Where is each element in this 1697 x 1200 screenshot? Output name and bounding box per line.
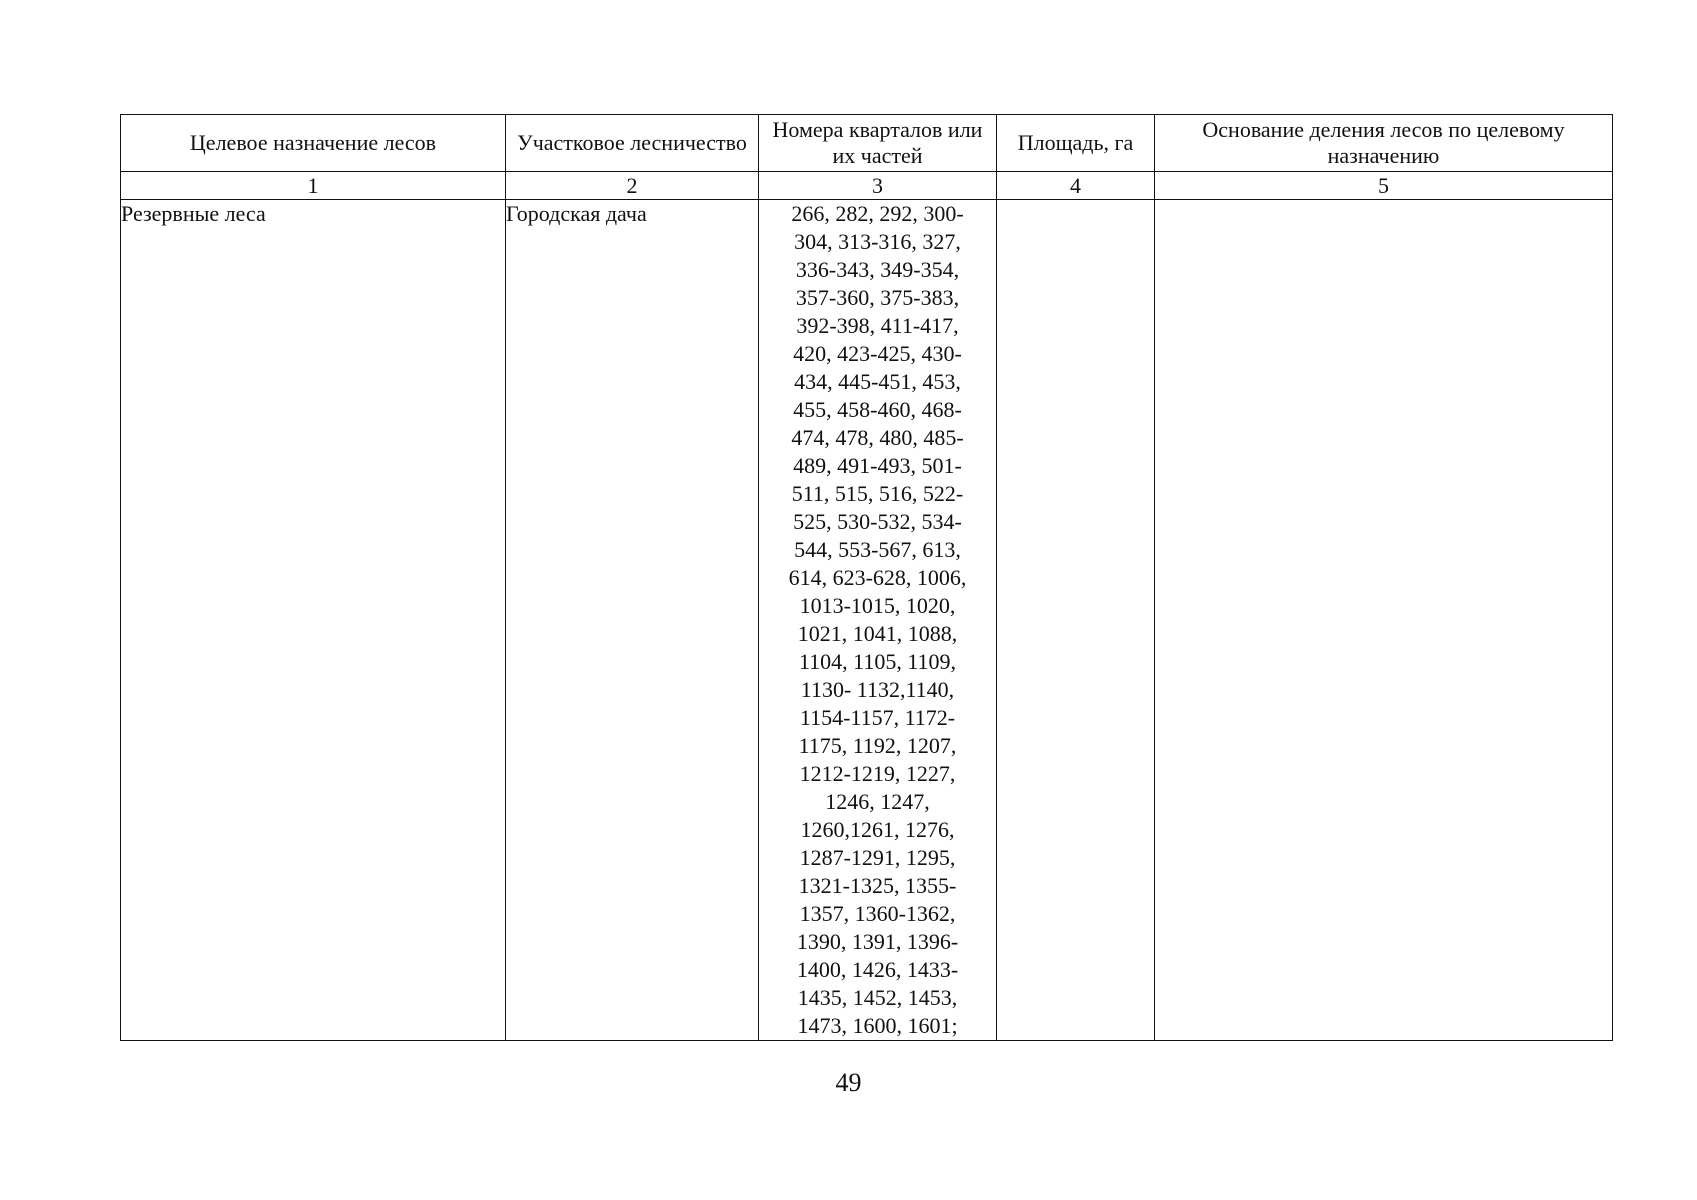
cell-forestry: Городская дача xyxy=(506,200,759,1041)
quarters-line: 1013-1015, 1020, xyxy=(799,593,956,618)
quarters-line: 434, 445-451, 453, xyxy=(794,369,961,394)
quarters-line: 1287-1291, 1295, xyxy=(799,845,956,870)
quarters-line: 1246, 1247, xyxy=(825,789,930,814)
column-number-5: 5 xyxy=(1155,172,1613,200)
column-number-1: 1 xyxy=(121,172,506,200)
quarters-line: 511, 515, 516, 522- xyxy=(791,481,964,506)
quarters-line: 1021, 1041, 1088, xyxy=(797,621,958,646)
cell-quarters xyxy=(759,200,997,1041)
table-header-row xyxy=(121,115,1613,172)
quarters-line: 336-343, 349-354, xyxy=(795,257,960,282)
quarters-line: 474, 478, 480, 485- xyxy=(791,425,964,450)
quarters-line: 1357, 1360-1362, xyxy=(799,901,956,926)
header-purpose: Целевое назначение лесов xyxy=(121,115,506,172)
quarters-line: 455, 458-460, 468- xyxy=(793,397,962,422)
table-row xyxy=(121,200,1613,1041)
quarters-line: 1321-1325, 1355- xyxy=(798,873,957,898)
quarters-line: 544, 553-567, 613, xyxy=(794,537,961,562)
quarters-line: 1104, 1105, 1109, xyxy=(798,649,957,674)
column-number-4: 4 xyxy=(997,172,1155,200)
quarters-line: 1260,1261, 1276, xyxy=(800,817,955,842)
header-basis: Основание деления лесов по целевому назначению xyxy=(1155,115,1613,172)
quarters-line: 1175, 1192, 1207, xyxy=(798,733,957,758)
forest-purpose-table xyxy=(120,114,1613,1041)
quarters-line: 420, 423-425, 430- xyxy=(793,341,962,366)
page-number: 49 xyxy=(835,1068,862,1097)
column-number-row xyxy=(121,172,1613,200)
quarters-line: 1390, 1391, 1396- xyxy=(796,929,959,954)
quarters-line: 489, 491-493, 501- xyxy=(793,453,962,478)
quarters-line: 304, 313-316, 327, xyxy=(794,229,961,254)
quarters-line: 1435, 1452, 1453, xyxy=(797,985,958,1010)
quarters-line: 525, 530-532, 534- xyxy=(793,509,962,534)
quarters-line: 1154-1157, 1172- xyxy=(799,705,956,730)
quarters-line: 1212-1219, 1227, xyxy=(799,761,956,786)
cell-basis xyxy=(1155,200,1613,1041)
quarters-line: 357-360, 375-383, xyxy=(795,285,960,310)
header-forestry: Участковое лесничество xyxy=(506,115,759,172)
header-area: Площадь, га xyxy=(997,115,1155,172)
column-number-3: 3 xyxy=(759,172,997,200)
quarters-line: 266, 282, 292, 300- xyxy=(791,201,964,226)
quarters-line: 614, 623-628, 1006, xyxy=(788,565,967,590)
quarters-line: 1130- 1132,1140, xyxy=(800,677,955,702)
header-quarters: Номера кварталов или их частей xyxy=(759,115,997,172)
cell-area xyxy=(997,200,1155,1041)
quarters-line: 392-398, 411-417, xyxy=(796,313,959,338)
quarters-line: 1473, 1600, 1601; xyxy=(797,1013,958,1038)
quarters-line: 1400, 1426, 1433- xyxy=(796,957,959,982)
column-number-2: 2 xyxy=(506,172,759,200)
cell-purpose: Резервные леса xyxy=(121,200,506,1041)
